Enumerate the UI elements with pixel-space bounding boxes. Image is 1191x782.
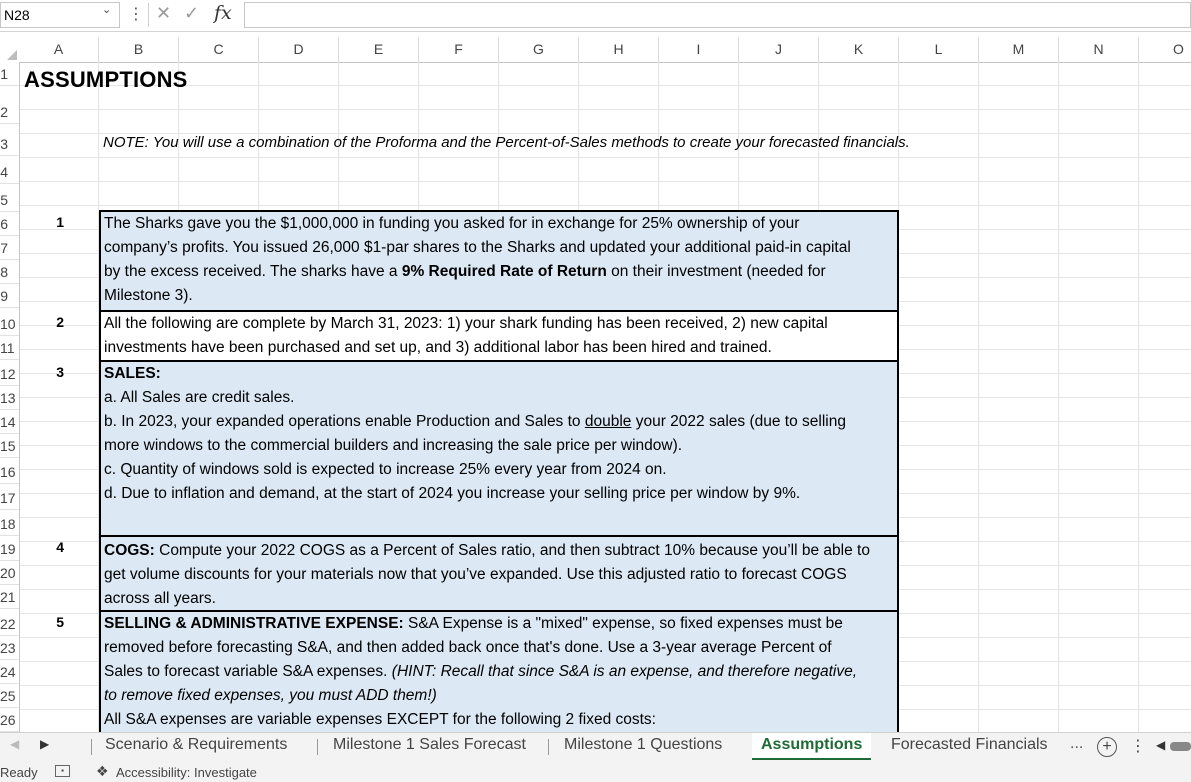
column-header-g[interactable]: G (499, 37, 579, 62)
text-line: Milestone 3). (104, 287, 193, 304)
assumption-box-cogs[interactable] (99, 535, 899, 612)
column-header-d[interactable]: D (259, 37, 339, 62)
column-header-c[interactable]: C (179, 37, 259, 62)
note-text: NOTE: You will use a combination of the Proforma and the Percent-of-Sales methods to create your forecasted financials. (103, 134, 910, 151)
text-line: more windows to the commercial builders and increasing the sale price per window). (104, 437, 683, 454)
text-line (104, 260, 897, 284)
tab-forecasted-financials[interactable]: Forecasted Financials (891, 736, 1048, 753)
macro-record-icon[interactable]: ▪ (55, 765, 70, 777)
text-line: get volume discounts for your materials now that you’ve expanded. Use this adjusted ratio to forecast COGS (104, 566, 847, 583)
row-header[interactable]: 20 (0, 561, 19, 585)
text-line (104, 612, 897, 636)
formula-input[interactable] (244, 2, 1191, 28)
row-header[interactable]: 25 (0, 684, 19, 708)
horizontal-scrollbar-thumb[interactable] (1170, 742, 1191, 751)
text-line: a. All Sales are credit sales. (104, 389, 295, 406)
formula-bar (0, 0, 1191, 32)
column-header-e[interactable]: E (339, 37, 419, 62)
text-line (104, 362, 897, 386)
row-header[interactable]: 2 (0, 100, 19, 124)
cancel-icon[interactable]: ✕ (156, 3, 172, 23)
text-line: across all years. (104, 590, 216, 607)
text-line: All the following are complete by March 31, 2023: 1) your shark funding has been received, 2) new capital (104, 315, 828, 332)
row-header[interactable]: 24 (0, 660, 19, 684)
text-line: company’s profits. You issued 26,000 $1-par shares to the Sharks and updated your additional paid-in capital (104, 239, 851, 256)
scroll-tabs-right-icon[interactable]: ▶ (40, 737, 50, 751)
column-header-a[interactable]: A (19, 37, 99, 62)
text-line: The Sharks gave you the $1,000,000 in funding you asked for in exchange for 25% ownership of your (104, 215, 800, 232)
text-segment: Sales to forecast variable S&A expenses. (104, 663, 392, 680)
sales-heading: SALES: (104, 365, 161, 382)
tab-assumptions[interactable]: Assumptions (752, 733, 871, 760)
hint-text: to remove fixed expenses, you must ADD them!) (104, 687, 437, 704)
item-number: 1 (56, 214, 64, 230)
row-header[interactable]: 7 (0, 236, 19, 260)
row-header[interactable]: 8 (0, 260, 19, 284)
item-number: 3 (56, 364, 64, 380)
tab-divider (91, 739, 92, 755)
row-header[interactable]: 19 (0, 537, 19, 561)
row-header-bar (0, 62, 20, 732)
text-line: c. Quantity of windows sold is expected to increase 25% every year from 2024 on. (104, 461, 667, 478)
enter-icon[interactable]: ✓ (184, 3, 200, 23)
accessibility-icon[interactable]: ❖ (96, 763, 109, 779)
row-header[interactable]: 15 (0, 434, 19, 458)
tab-milestone-1-questions[interactable]: Milestone 1 Questions (564, 736, 723, 753)
item-number: 2 (56, 314, 64, 330)
assumption-box-timeline[interactable] (99, 310, 899, 362)
tab-divider (548, 739, 549, 755)
text-segment: Compute your 2022 COGS as a Percent of Sales ratio, and then subtract 10% because you’ll be able to (154, 542, 870, 559)
row-header[interactable]: 23 (0, 636, 19, 660)
row-header[interactable]: 4 (0, 160, 19, 184)
text-segment: on their investment (needed for (606, 263, 826, 280)
row-header[interactable]: 13 (0, 386, 19, 410)
select-all-icon (7, 50, 17, 60)
row-header[interactable]: 12 (0, 362, 19, 386)
item-number: 5 (56, 614, 64, 630)
row-header[interactable]: 26 (0, 708, 19, 732)
row-header[interactable]: 10 (0, 312, 19, 336)
row-header[interactable]: 18 (0, 512, 19, 536)
column-header-b[interactable]: B (99, 37, 179, 62)
tab-milestone-1-sales-forecast[interactable]: Milestone 1 Sales Forecast (333, 736, 526, 753)
column-header-j[interactable]: J (739, 37, 819, 62)
cell-grid[interactable] (20, 62, 1191, 732)
name-box-value: N28 (4, 7, 30, 23)
row-header[interactable]: 16 (0, 460, 19, 484)
row-header[interactable]: 22 (0, 612, 19, 636)
text-line: All S&A expenses are variable expenses EXCEPT for the following 2 fixed costs: (104, 711, 656, 728)
text-segment: your 2022 sales (due to selling (631, 413, 846, 430)
text-line (104, 660, 897, 684)
text-line (104, 539, 897, 563)
text-line: removed before forecasting S&A, and then added back once that's done. Use a 3-year average Percent of (104, 639, 832, 656)
row-header[interactable]: 5 (0, 188, 19, 212)
insert-function-icon[interactable]: fx (214, 2, 232, 24)
text-line: investments have been purchased and set up, and 3) additional labor has been hired and trained. (104, 339, 772, 356)
column-header-i[interactable]: I (659, 37, 739, 62)
row-header[interactable]: 21 (0, 585, 19, 609)
row-header[interactable]: 3 (0, 132, 19, 156)
column-header-l[interactable]: L (899, 37, 979, 62)
row-header[interactable]: 14 (0, 410, 19, 434)
item-number: 4 (56, 539, 64, 555)
scroll-tabs-left-icon[interactable]: ◀ (10, 737, 20, 751)
chevron-down-icon[interactable]: ⌄ (102, 4, 112, 16)
text-segment: by the excess received. The sharks have a (104, 263, 402, 280)
row-header[interactable]: 11 (0, 336, 19, 360)
sga-heading: SELLING & ADMINISTRATIVE EXPENSE: (104, 615, 404, 632)
required-return-text: 9% Required Rate of Return (401, 263, 607, 280)
sheet-tab-bar (0, 732, 1191, 761)
text-segment: S&A Expense is a "mixed" expense, so fixed expenses must be (403, 615, 843, 632)
more-vertical-icon[interactable]: ⋮ (1130, 738, 1146, 755)
text-segment: b. In 2023, your expanded operations enable Production and Sales to (104, 413, 585, 430)
accessibility-status[interactable]: Accessibility: Investigate (116, 765, 257, 780)
divider (148, 3, 149, 27)
select-all-corner[interactable] (0, 37, 19, 62)
column-header-o[interactable]: O (1139, 37, 1191, 62)
column-header-m[interactable]: M (979, 37, 1059, 62)
assumption-box-funding[interactable] (99, 210, 899, 312)
text-line: d. Due to inflation and demand, at the start of 2024 you increase your selling price per window by 9%. (104, 485, 801, 502)
hint-text: (HINT: Recall that since S&A is an expense, and therefore negative, (391, 663, 858, 680)
scroll-left-icon[interactable]: ◀ (1156, 738, 1166, 752)
row-header[interactable]: 9 (0, 284, 19, 308)
status-bar (0, 761, 1191, 782)
double-text: double (584, 413, 632, 430)
tab-divider (317, 739, 318, 755)
row-header[interactable]: 1 (0, 62, 19, 86)
status-ready: Ready (0, 765, 38, 780)
text-line (104, 410, 897, 434)
cogs-heading: COGS: (104, 542, 155, 559)
add-sheet-icon[interactable]: + (1097, 737, 1117, 757)
row-header[interactable]: 6 (0, 212, 19, 236)
assumption-box-sales[interactable] (99, 360, 899, 537)
tab-scenario-requirements[interactable]: Scenario & Requirements (105, 736, 288, 753)
column-header-k[interactable]: K (819, 37, 899, 62)
sheet-title: ASSUMPTIONS (24, 67, 188, 92)
column-header-n[interactable]: N (1059, 37, 1139, 62)
column-header-bar (0, 37, 1191, 63)
more-vertical-icon[interactable]: ⋮ (128, 6, 144, 23)
column-header-f[interactable]: F (419, 37, 499, 62)
column-header-h[interactable]: H (579, 37, 659, 62)
more-tabs-icon[interactable]: ... (1070, 735, 1084, 752)
text-line (104, 684, 897, 708)
assumption-box-sga[interactable] (99, 610, 899, 732)
row-header[interactable]: 17 (0, 486, 19, 510)
